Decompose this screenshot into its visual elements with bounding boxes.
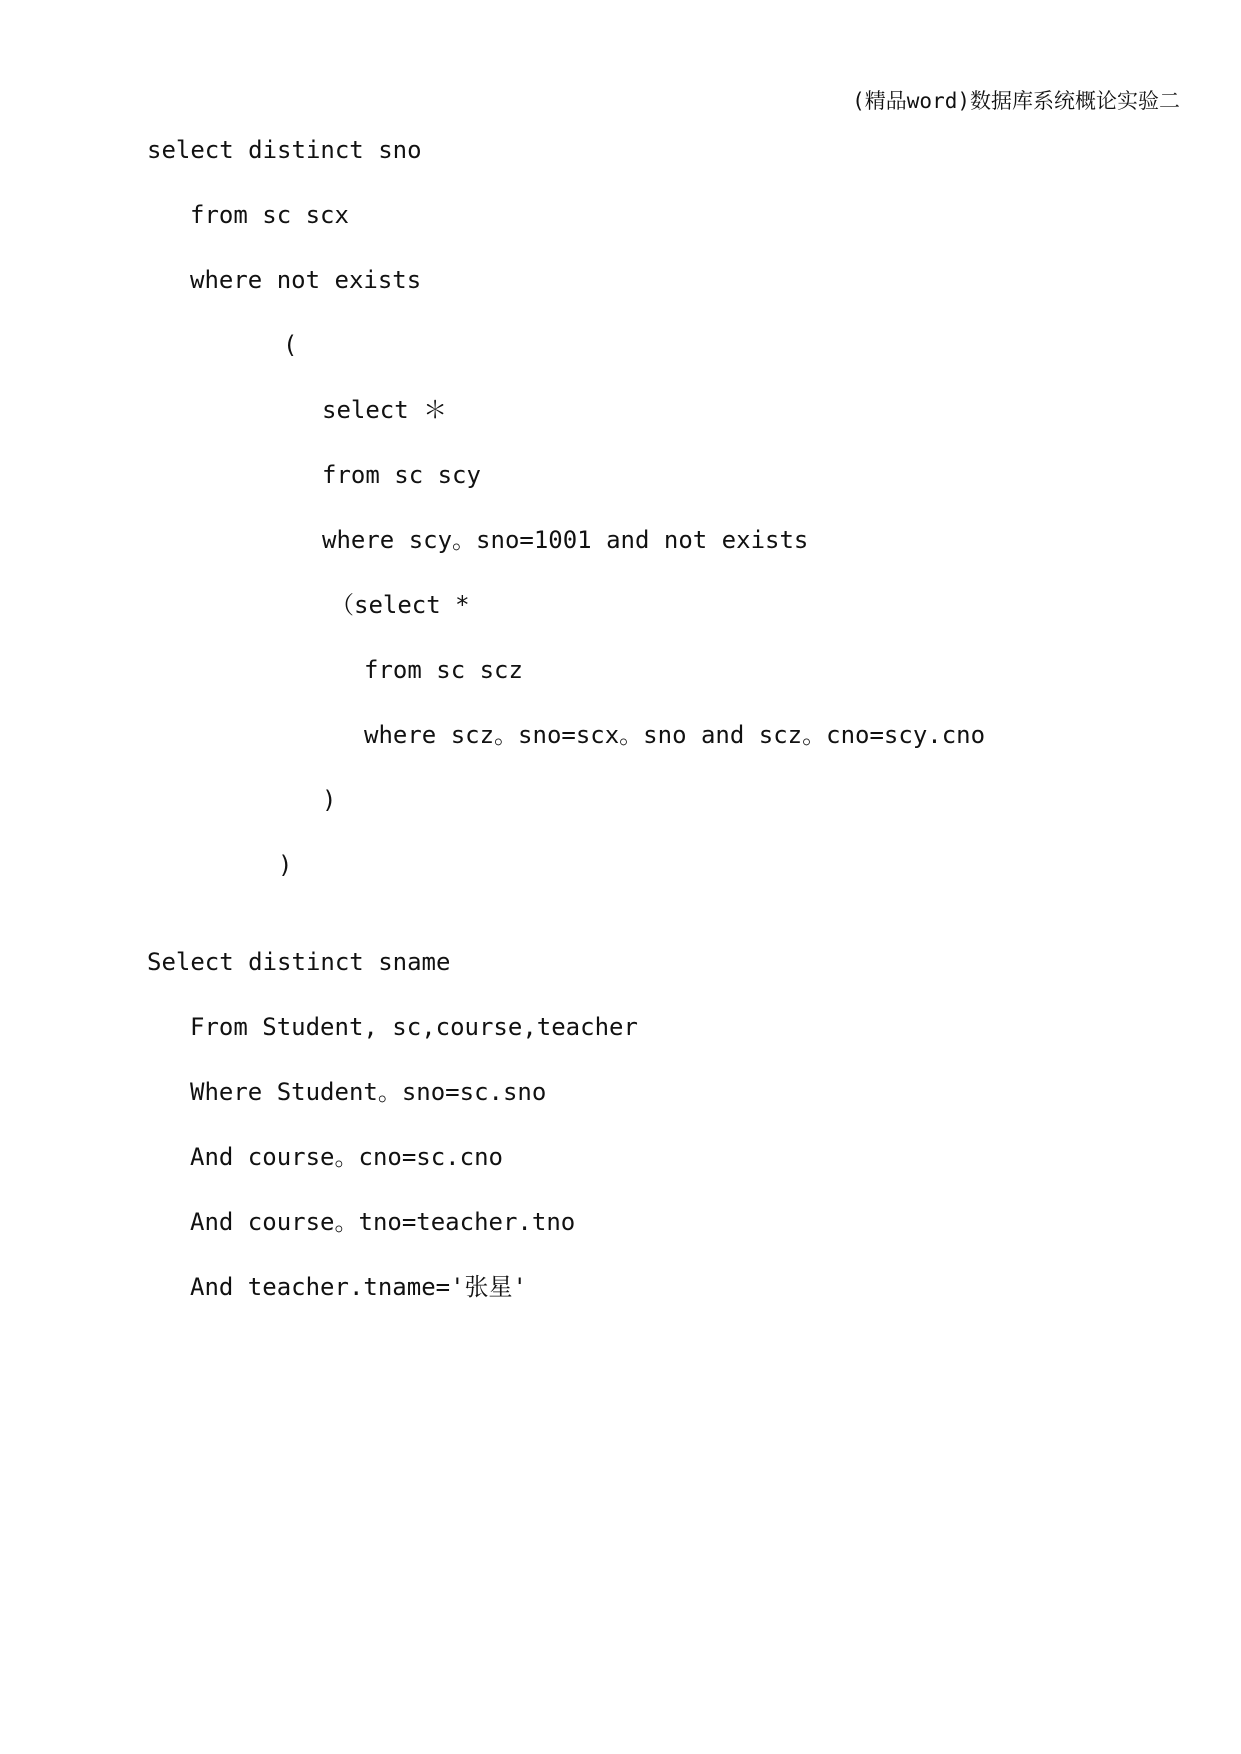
- code-line: （select *: [330, 591, 470, 619]
- code-line: where not exists: [190, 266, 422, 294]
- code-line: Select distinct sname: [147, 948, 451, 976]
- code-line: From Student, sc,course,teacher: [190, 1013, 638, 1041]
- code-line: from sc scz: [364, 656, 523, 684]
- code-line: (: [283, 331, 298, 359]
- code-line: And course。cno=sc.cno: [190, 1143, 503, 1171]
- code-line: from sc scy: [322, 461, 481, 489]
- code-line: select distinct sno: [147, 136, 422, 164]
- code-line: And course。tno=teacher.tno: [190, 1208, 576, 1236]
- code-line: Where Student。sno=sc.sno: [190, 1078, 547, 1106]
- code-line: select ＊: [322, 396, 448, 424]
- code-line: ): [322, 786, 337, 814]
- code-line: And teacher.tname='张星': [190, 1273, 527, 1301]
- code-line: ): [278, 851, 293, 879]
- code-line: from sc scx: [190, 201, 349, 229]
- page-header: (精品word)数据库系统概论实验二: [852, 89, 1180, 113]
- code-line: where scz。sno=scx。sno and scz。cno=scy.cno: [364, 721, 986, 749]
- code-line: where scy。sno=1001 and not exists: [322, 526, 809, 554]
